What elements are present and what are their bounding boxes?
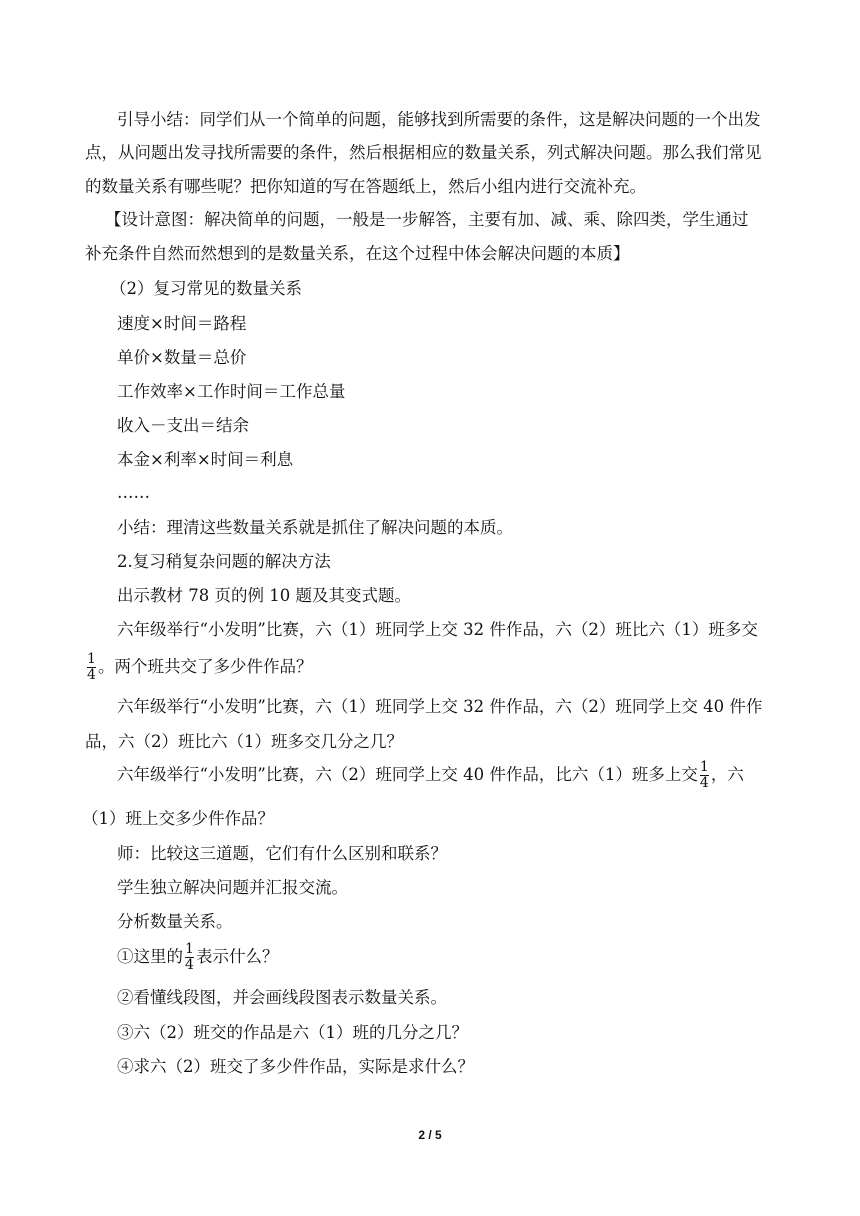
question-2-line-1: 六年级举行“小发明”比赛，六（1）班同学上交 32 件作品，六（2）班同学上交 40 件作 — [117, 697, 763, 716]
analysis-item-1 — [117, 942, 791, 973]
fraction-numerator: 1 — [699, 759, 709, 775]
relation-speed: 速度×时间＝路程 — [117, 314, 247, 333]
relation-work: 工作效率×工作时间＝工作总量 — [117, 382, 346, 401]
design-intent-line-1: 【设计意图：解决简单的问题，一般是一步解答，主要有加、减、乘、除四类，学生通过 — [105, 210, 749, 229]
fraction-denominator: 4 — [87, 667, 96, 683]
textbook-reference: 出示教材 78 页的例 10 题及其变式题。 — [117, 586, 411, 605]
analysis-item-4: ④求六（2）班交了多少件作品，实际是求什么？ — [117, 1057, 474, 1076]
question-3-line-1 — [117, 760, 791, 791]
question-1-line-1: 六年级举行“小发明”比赛，六（1）班同学上交 32 件作品，六（2）班比六（1）班多交 — [117, 620, 758, 639]
subheading: 2.复习稍复杂问题的解决方法 — [117, 552, 331, 571]
analysis-item-1-tail: 表示什么？ — [196, 947, 279, 966]
fraction-denominator: 4 — [699, 775, 709, 791]
analysis-item-3: ③六（2）班交的作品是六（1）班的几分之几？ — [117, 1023, 468, 1042]
question-1-line-2 — [85, 652, 759, 683]
question-1-tail: 。两个班共交了多少件作品？ — [98, 657, 313, 676]
summary-paragraph-line-2: 点，从问题出发寻找所需要的条件，然后根据相应的数量关系，列式解决问题。那么我们常见 — [85, 143, 762, 162]
analyze-relations: 分析数量关系。 — [117, 912, 233, 931]
fraction-one-quarter — [87, 652, 96, 683]
fraction-numerator: 1 — [185, 941, 194, 957]
ellipsis: …… — [117, 483, 150, 502]
relation-price: 单价×数量＝总价 — [117, 348, 247, 367]
students-activity: 学生独立解决问题并汇报交流。 — [117, 878, 348, 897]
fraction-one-quarter — [185, 942, 194, 973]
summary-paragraph-line-3: 的数量关系有哪些呢？把你知道的写在答题纸上，然后小组内进行交流补充。 — [85, 177, 646, 196]
design-intent-line-2: 补充条件自然而然想到的是数量关系，在这个过程中体会解决问题的本质】 — [85, 244, 630, 263]
fraction-one-quarter — [700, 760, 709, 791]
teacher-question: 师：比较这三道题，它们有什么区别和联系？ — [117, 844, 447, 863]
question-3-line-2: （1）班上交多少件作品？ — [82, 809, 274, 828]
question-3-head: 六年级举行“小发明”比赛，六（2）班同学上交 40 件作品，比六（1）班多上交 — [117, 765, 698, 784]
relation-interest: 本金×利率×时间＝利息 — [117, 450, 294, 469]
question-3-tail: ，六 — [710, 765, 744, 784]
fraction-numerator: 1 — [87, 651, 96, 667]
analysis-item-1-head: ①这里的 — [117, 947, 183, 966]
section-heading: （2）复习常见的数量关系 — [110, 279, 302, 298]
fraction-denominator: 4 — [185, 957, 194, 973]
relation-income: 收入－支出＝结余 — [117, 416, 249, 435]
analysis-item-2: ②看懂线段图，并会画线段图表示数量关系。 — [117, 988, 447, 1007]
page-number: 2 / 5 — [418, 1128, 442, 1142]
summary-line: 小结：理清这些数量关系就是抓住了解决问题的本质。 — [117, 518, 513, 537]
question-2-line-2: 品，六（2）班比六（1）班多交几分之几？ — [85, 732, 403, 751]
summary-paragraph-line-1: 引导小结：同学们从一个简单的问题，能够找到所需要的条件，这是解决问题的一个出发 — [117, 110, 761, 129]
